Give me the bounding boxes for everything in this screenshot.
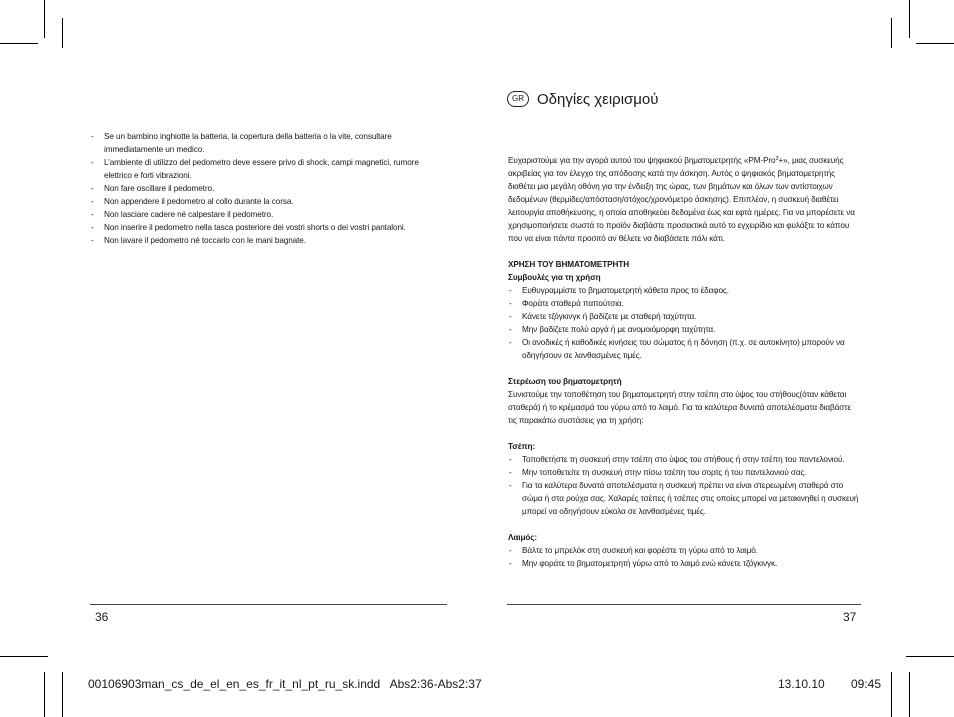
subsection-title: Τσέπη: <box>508 442 536 451</box>
list-item: - Non inserire il pedometro nella tasca posteriore dei vostri shorts o dei vostri pantaloni. <box>90 221 448 234</box>
subsection-title: Στερέωση του βηματομετρητή <box>508 377 622 386</box>
crop-mark <box>62 672 63 717</box>
language-badge: GR <box>507 91 529 107</box>
list-item: - Ευθυγραμμίστε το βηματομετρητή κάθετα προς το έδαφος. <box>508 284 860 297</box>
page-title: Οδηγίες χειρισμού <box>537 90 659 108</box>
neck-list <box>508 544 860 570</box>
list-item: - Non fare oscillare il pedometro. <box>90 182 448 195</box>
crop-mark <box>44 672 45 717</box>
list-item: - Non lasciare cadere né calpestare il pedometro. <box>90 208 448 221</box>
list-item: - Οι ανοδικές ή καθοδικές κινήσεις του σώματος ή η δόνηση (π.χ. σε αυτοκίνητο) μπορούν να οδηγήσουν σε λανθασμένες τιμές. <box>508 336 860 362</box>
list-item: - Για τα καλύτερα δυνατά αποτελέσματα η συσκευή πρέπει να είναι στερεωμένη σταθερά στο σώμα ή στα ρούχα σας. Χαλαρές τσέπες ή τσέπες στις οποίες μπορεί να μετακινηθεί η συσκευή μπορεί να οδηγήσουν εύκολα σε λανθασμένες τιμές. <box>508 479 860 518</box>
crop-mark <box>0 43 38 44</box>
crop-mark <box>891 18 892 48</box>
intro-paragraph: Ευχαριστούμε για την αγορά αυτού του ψηφιακού βηματομετρητής «PM-Pro$^3$+», μιας συσκευής ακριβείας για τον έλεγχο της απόδοσης κατά την άσκηση. Αυτός ο ψηφιακός βηματομετρητής διαθέτει μια μεγάλη οθόνη για την ένδειξη της ώρας, των βημάτων και όλων των αντίστοιχων δεδομένων (θερμίδες/απόσταση/στόχος/χρονόμετρο άσκησης). Επιπλέον, η συσκευή διαθέτει λειτουργία αποθήκευσης, η οποία αποθηκεύει δεδομένα έως και εφτά ημέρες. Για να μπορέσετε να χρησιμοποιήσετε σωστά το προϊόν διαβάστε προσεκτικά αυτό το εγχειρίδιο και φυλάξτε το κάπου που να είναι πάντα προσιτό αν θέλετε να διαβάσετε πάλι κάτι. <box>508 156 855 243</box>
crop-mark <box>62 18 63 48</box>
right-page-number: 37 <box>843 610 857 624</box>
crop-mark <box>0 656 48 657</box>
left-bullet-list <box>90 130 448 247</box>
pocket-list <box>508 453 860 518</box>
tips-list <box>508 284 860 362</box>
left-page-content <box>90 130 448 247</box>
right-page-rule <box>507 604 861 605</box>
list-item: - Se un bambino inghiotte la batteria, la copertura della batteria o la vite, consultare immediatamente un medico. <box>90 130 448 156</box>
list-item: - Μην τοποθετείτε τη συσκευή στην πίσω τσέπη του σορτς ή του παντελονιού σας. <box>508 466 860 479</box>
section-title: ΧΡΗΣΗ ΤΟΥ ΒΗΜΑΤΟΜΕΤΡΗΤΗ <box>508 260 630 269</box>
right-page-content <box>508 154 860 570</box>
crop-mark <box>909 672 910 717</box>
list-item: - Κάνετε τζόγκινγκ ή βαδίζετε με σταθερή ταχύτητα. <box>508 310 860 323</box>
list-item: - Φοράτε σταθερά παπούτσια. <box>508 297 860 310</box>
footer-date: 13.10.10 <box>778 677 825 691</box>
list-item: - Non appendere il pedometro al collo durante la corsa. <box>90 195 448 208</box>
left-page-number: 36 <box>95 610 109 624</box>
subsection-title: Λαιμός: <box>508 533 538 542</box>
crop-mark <box>891 672 892 717</box>
footer-time: 09:45 <box>851 677 882 691</box>
list-item: - L’ambiente di utilizzo del pedometro deve essere privo di shock, campi magnetici, rumore elettrico e forti vibrazioni. <box>90 156 448 182</box>
list-item: - Τοποθετήστε τη συσκευή στην τσέπη στο ύψος του στήθους ή στην τσέπη του παντελονιού. <box>508 453 860 466</box>
footer-file-info: 00106903man_cs_de_el_en_es_fr_it_nl_pt_ru_sk.indd Abs2:36-Abs2:37 <box>88 677 482 691</box>
list-item: - Μην βαδίζετε πολύ αργά ή με ανομοιόμορφη ταχύτητα. <box>508 323 860 336</box>
crop-mark <box>44 0 45 38</box>
subsection-title: Συμβουλές για τη χρήση <box>508 273 601 282</box>
crop-mark <box>906 656 954 657</box>
heading-row <box>507 88 658 110</box>
fix-paragraph: Συνιστούμε την τοποθέτηση του βηματομετρητή στην τσέπη στο ύψος του στήθους(όταν κάθεται σταθερά) ή το κρέμασμά του γύρω από το λαιμό. Για τα καλύτερα δυνατά αποτελέσματα διαβάστε τις παρακάτω συστάσεις για τη χρήση: <box>508 390 851 425</box>
list-item: - Μην φοράτε το βηματομετρητή γύρω από το λαιμό ενώ κάνετε τζόγκινγκ. <box>508 557 860 570</box>
list-item: - Βάλτε το μπρελόκ στη συσκευή και φορέστε τη γύρω από το λαιμό. <box>508 544 860 557</box>
list-item: - Non lavare il pedometro né toccarlo con le mani bagnate. <box>90 234 448 247</box>
left-page-rule <box>90 604 447 605</box>
crop-mark <box>916 43 954 44</box>
crop-mark <box>909 0 910 38</box>
